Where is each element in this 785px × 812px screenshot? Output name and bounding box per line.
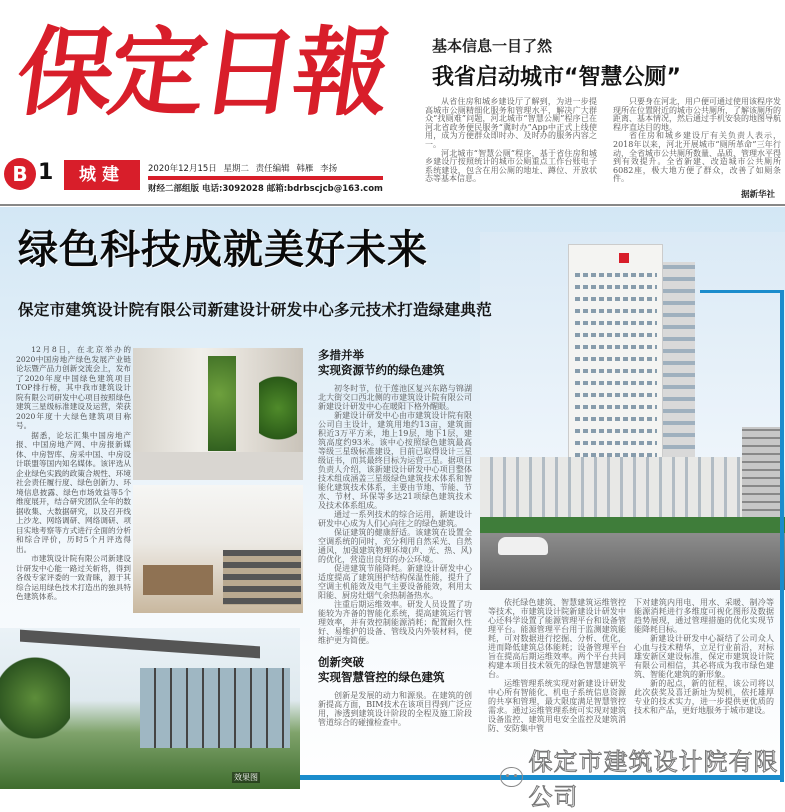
top-story-headline: 我省启动城市“智慧公厕” — [432, 65, 681, 90]
company-logo-icon — [619, 253, 629, 263]
top-story-column-1 — [425, 98, 597, 184]
paragraph: 据悉，论坛汇集中国房地产报、中国房地产网、中房报新媒体、中房智库、房采中国、中房设计联盟等国内知名媒体。该评选从企业绿色实践的政策合规性、环境社会责任履行度、绿色创新力、环境信息披露、绿色市场效益等5个维度展开，结合研究团队全年的数据收集、大数据研究，以及召开线上沙龙、网络调研、网络调研、项目实地考察等方式进行全面的分析和综合评价，历时5个月评选得出。 — [16, 430, 131, 554]
page-divider — [0, 204, 785, 206]
paragraph: 从省住房和城乡建设厅了解到，为进一步提高城市公厕精细化服务和管理水平，解决广大群众“找厕难”问题，河北城市“智慧公厕”程序已在河北省政务便民服务“冀时办”App中正式上线使用，成为方便群众即时办、及时办的服务内容之一。 — [425, 97, 597, 149]
top-story-column-2 — [613, 98, 781, 184]
paragraph: 新建设计研发中心由市建筑设计院有限公司自主设计，建筑用地约13亩，建筑面积近3万平方米，地上19层，地下1层，建筑高度约93米。该中心按照绿色建筑最高等级三星级标准建设，目前已取得设计三星级证书，而其最终目标为运营三星。据项目负责人介绍，该新建设计研发中心项目整体技术组成涵盖三星级绿色建筑技术体系和智能化建筑技术体系，主要由节地、节能、节水、节材、环保等多达21项绿色建筑技术及技术体系组成。 — [318, 411, 472, 510]
building-photo — [480, 232, 785, 590]
top-story-kicker: 基本信息一目了然 — [432, 37, 553, 55]
image-caption: 效果图 — [234, 773, 258, 782]
subheading: 多措并举 实现资源节约的绿色建筑 — [318, 348, 445, 377]
paragraph: 依托绿色建筑、智慧建筑运维管控等技术，市建筑设计院新建设计研发中心还科学设置了能源管理平台和设备管理平台。能源管理平台用于监测建筑能耗，可对数据进行挖掘、分析、优化，进而降低建筑总体能耗；设备管理平台旨在提高后期运维效率。两个平台共同构建本项目技术领先的绿色智慧建筑平台。 — [488, 598, 626, 679]
left-column — [16, 345, 131, 602]
wechat-icon — [500, 767, 523, 787]
frame-border — [700, 290, 784, 293]
middle-column — [318, 348, 472, 727]
page-number: 1 — [38, 160, 54, 185]
rendering-image — [0, 628, 300, 789]
paragraph: 促进建筑节能降耗。新建设计研发中心适度提高了建筑围护结构保温性能，提升了空调主机能效及电气主要设备能效，利用太阳能、厨房灶烟气余热制备热水。 — [318, 564, 472, 600]
dateline: 2020年12月15日 星期二 责任编辑 韩雁 李扬 — [148, 164, 338, 174]
contact-line: 财经二部组版 电话:3092028 邮箱:bdrbscjcb@163.com — [148, 184, 383, 194]
subheading: 创新突破 实现智慧管控的绿色建筑 — [318, 655, 445, 684]
classroom-photo — [133, 485, 303, 613]
paragraph: 保证建筑的健康舒适。该建筑在设置全空调系统的同时，充分利用自然采光、自然通风，加强建筑物理环境(声、光、热、风)的优化，营造出良好的办公环境。 — [318, 528, 472, 564]
section-label: 城建 — [64, 160, 140, 190]
paragraph: 新建设计研发中心凝结了公司众人心血与技术精华，立足行业前沿，对标雄安新区建设标准，保定市建筑设计院有限公司相信，其必将成为我市绿色建筑、智能化建筑的新形象。 — [634, 634, 774, 679]
right-column-1 — [488, 598, 626, 733]
paragraph: 只要身在河北，用户便可通过使用该程序发现所在位置附近的城市公共厕所，了解该厕所的距离、基本情况，然后通过手机安装的地图导航程序直达目的地。 — [613, 97, 781, 132]
news-source: 据新华社 — [740, 190, 775, 200]
paragraph: 河北城市“智慧公厕”程序，基于省住房和城乡建设厅按照统计的城市公厕重点工作台账电子系统建设，包含在用公厕的地址、蹲位、开放状态等基本信息。 — [425, 148, 597, 184]
paragraph: 初冬时节，位于莲池区复兴东路与锦湖北大街交口西北侧的市建筑设计院有限公司新建设计研发中心在暖阳下格外醒眼。 — [318, 384, 472, 411]
green-wall — [208, 356, 236, 451]
paragraph: 省住房和城乡建设厅有关负责人表示，2018年以来，河北开展城市“厕所革命”三年行动，全省城市公共厕所数量、品质、管理水平得到有效提升。全省新建、改造城市公共厕所6082座，极大地方便了群众，改善了如厕条件。 — [613, 131, 781, 184]
frame-border — [780, 290, 784, 782]
paragraph: 下对建筑内用电、用水、采暖、制冷等能源消耗进行多维度可视化图形及数据趋势展现，通过管理措施的优化实现节能降耗目标。 — [634, 598, 774, 634]
paragraph: 新的起点，新的征程，该公司将以此次获奖及喜迁新址为契机，依托雄厚专业的技术实力，进一步提供更优质的技术和产品，更好地服务于城市建设。 — [634, 679, 774, 715]
newspaper-logo: 保定日報 — [10, 16, 395, 129]
right-column-2 — [634, 598, 774, 715]
page-letter-badge: B — [4, 158, 36, 190]
feature-title: 绿色科技成就美好未来 — [18, 227, 428, 273]
watermark-text: 保定市建筑设计院有限公司 — [528, 748, 779, 811]
lobby-photo — [133, 348, 303, 480]
paragraph: 通过一系列技术的综合运用，新建设计研发中心成为人们心向往之的绿色建筑。 — [318, 510, 472, 528]
car — [498, 537, 548, 555]
paragraph: 12月8日，在北京举办的2020中国房地产绿色发展产业链论坛暨产品力创新交流会上，发布了2020年度中国绿色建筑项目TOP排行榜，其中我市建筑设计院有限公司研发中心项目按照绿色建筑三星级标准建设及运营，荣获2020年度十大绿色建筑项目称号。 — [16, 345, 131, 430]
feature-subtitle: 保定市建筑设计院有限公司新建设计研发中心多元技术打造绿建典范 — [18, 301, 493, 319]
paragraph: 创新是发展的动力和源泉。在建筑的创新提高方面，BIM技术在该项目得到广泛应用，渗透到建筑设计阶段的全程及施工阶段管道综合的碰撞检查中。 — [318, 691, 472, 727]
paragraph: 市建筑设计院有限公司新建设计研发中心能一路过关斩将，得到各级专家评委的一致青睐，源于其综合运用绿色技术打造出的独具特色建筑体系。 — [16, 554, 131, 601]
watermark — [500, 742, 785, 812]
red-divider — [148, 176, 383, 180]
paragraph: 注重后期运维效率。研发人员设置了功能较为齐备的智能化系统，提高建筑运行管理效率，并有效控制能源消耗；配置耐久性好、易维护的设备、管线及内外装材料，使维护更为简便。 — [318, 600, 472, 645]
paragraph: 运维管理系统实现对新建设计研发中心所有智能化、机电子系统信息资源的共享和管理，最大限度满足智慧管控需求。通过运维管理系统可实现对建筑设备监控、建筑用电安全监控及建筑消防、安防集中管 — [488, 679, 626, 733]
